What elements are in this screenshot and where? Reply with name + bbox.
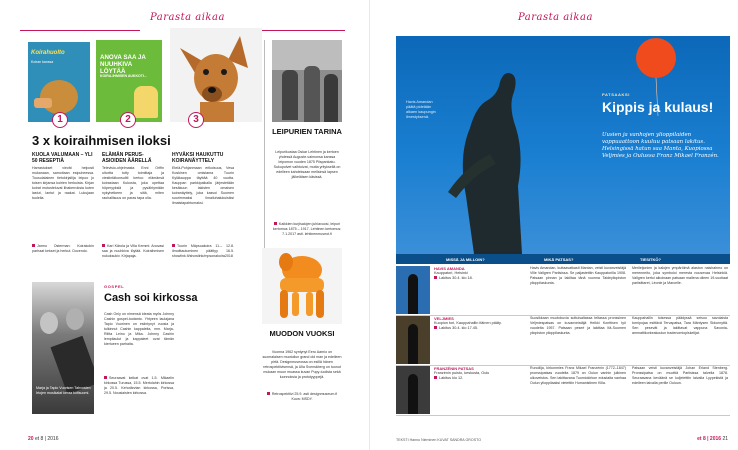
table-row-what: Runoilija, kirkonmies Franz Mikael Franzénin (1772–1847) pronssipatsas vuodelta 1879 on Oulun vanhin julkinen ulkoveistos. Sen lakittavana Tuomiokirkon edustalta vanhaa Oulun ylioppilaaksi vietettiin Humanistinen Killa. — [530, 366, 626, 385]
sidebar-title: LEIPURIEN TARINA — [272, 127, 342, 136]
col1-title: KUOLA VALUMAAN – YLI 50 RESEPTIÄ — [32, 152, 93, 164]
chair-icon — [262, 248, 342, 324]
statue-location: Kauppatori, Helsinki — [434, 271, 468, 275]
col1-body: Harrastukset vievät helposti mukanaan, samoitaan esipuheessa. Tuusulalainen tietokirjailija leipoo jo toisen kirjansa koirien herkuista. Kirjan koirat mutusteluvat lihakerroksia kuten lastut, lantut ja raakat. Lukujaan tuulella. — [32, 166, 94, 200]
section-title-right: Parasta aikaa — [518, 12, 593, 23]
book-2-title: ANOVA SAA JA NUUHKIVA LÖYTÄÄ — [100, 54, 146, 75]
statue-location: Kuopion tori, Kauppahallin itäinen pääty. — [434, 321, 502, 325]
statue-location: Franzénin puisto, keskusta, Oulu — [434, 371, 490, 375]
dog-photo — [170, 28, 262, 122]
table-row-where — [434, 266, 522, 281]
photo-caption: Marja ja Tapio Vuorisen Tahvosten Irtojen musikalat keraa kotisuomi. — [36, 386, 91, 395]
col3-note: Tuurin Mäpsoakoira 11.– 12.8. ilmoittautuminen päättyy 16.5. showlink.fi/showlink/mpsonakoira2018 — [172, 244, 234, 258]
photo-caption-right: Havis Amandan päätä pidetään alkaen kaupungin ilmestyksenä. — [406, 100, 436, 119]
table-row-fact: Patsaan veisti kuvanveistäjä Johan Erland Stenberg. Pronssipatsa on muottiä Pariisissa talvella 1878. Seuraavana keväänä se kuljetettiin laivalla Lyypekistä ja edelleen laivalla perille Ouluun. — [632, 366, 728, 385]
gospel-note: Seuraavat keikat ovat 1.5. Mikaelin kirkossa Turussa, 15.5. Mertolahin kirkossa ja 20.5. Kehotärvian kirkossa, Porissa, 29.5. Nousiaisten kirkossa. — [104, 376, 174, 395]
cookie-icon — [34, 98, 52, 108]
book-cover-1 — [28, 42, 90, 122]
muodon-body: Vuonna 1962 syntynyt Eero Aarnio on suomalaisen muotoilun grand old man ja edelleen pirtä. Designmuseossa on esillä hänen retrospektiivisensä, ja Ulla Svenskberg on tuonut mukaan muun muassa kuvan Pupy-tuolista sekä luonnoksia ja prototyyppejä. — [262, 350, 342, 379]
pupy-chair-photo — [262, 248, 342, 324]
right-page — [370, 0, 738, 450]
table-header-what: MIKÄ PATSAS? — [544, 257, 574, 262]
book-1-subtitle: Koiran kanssa — [31, 60, 54, 64]
section-title-left: Parasta aikaa — [150, 12, 225, 23]
kicker: PATSAAKSI — [602, 92, 630, 97]
gospel-body: Cash Only on nimensä ideata myös Johnny Cashin gospel-tuotanto. Yhtyeen laulajana Tapio Vuorinen on esiintynyt vuosia ja tulkinnut Cashin kappaleita, mm. Marja-Riitta Leino ja Mika. Johnny Cashin lempilaulut ja kappaleet ovat tämän kiertueen parhaita. — [104, 312, 174, 346]
col3-title: HYVÄKSI HAUKUTTU KOIRANÄYTTELY — [172, 152, 224, 164]
header-rule — [20, 30, 140, 31]
table-row-fact: Kauppahallin toisessa päädyssä seisoo savolaista tornipojaa esittävä Tervapatsa, Tara Mäntysen Sidonnyttä. Sen pesevät ja lakittavat vappuna Savonia- ammattikorkeakoulun tradenomiopiskelijat. — [632, 316, 728, 335]
number-badge-1: 1 — [52, 112, 68, 128]
statue-thumbnail — [396, 266, 430, 314]
credits: TEKSTI Hannu Nieminen KUVAT SANDRA GROSTO — [396, 438, 482, 442]
table-row-what: Suosikkaan muotokuvia suttuisaltassa teltassa pronssinen Veljmiespatsas on kuvanveistäjä Heikki Konttisen työ vuodelta 1957. Patsaan peseé ja lakittaa Itä-Suomen yliopiston ylioppilaskunta. — [530, 316, 626, 335]
col2-body: Televisio-ohjelmasta Enni Orffin ulturtta tutty toimittaja ja viestintäkonsultti kertoo elämänsä koirastaan Kukosta, joka opettaa höperyyksiä ja pysähtymään nykyhetkeen ja siitä, miten rauhallisuus on paras tapa olla. — [102, 166, 164, 200]
statue-thumbnail — [396, 366, 430, 414]
statue-name: HAVIS AMANDA — [434, 266, 465, 271]
muodon-note: Retrospektiivi 25.9. asti designmuseum.fi Kuva: MSDY. — [262, 392, 342, 402]
gospel-title: Cash soi kirkossa — [104, 292, 198, 304]
book-cover-2 — [96, 40, 162, 122]
statue-name: FRANZÉNIN PATSAS — [434, 366, 474, 371]
statue-name: VELJMIES — [434, 316, 454, 321]
statue-time: Lakitus 30.4. klo 18. — [434, 276, 522, 281]
right-headline: Kippis ja kulaus! — [602, 99, 714, 115]
table-header-where: MISSÄ JA MILLOIN? — [446, 257, 485, 262]
book-2-subtitle: KOIRA-IHMISEN AUKKOTI... — [100, 74, 147, 78]
table-row-where — [434, 316, 522, 331]
folio-right: et 8 | 2016 21 — [697, 436, 728, 442]
muodon-title: MUODON VUOKSI — [269, 329, 335, 338]
sidebar-note: Kaikkien kurjisalojen juhlavuosi, leipuri kertomus 1875 – 1917. Lehtinen kertomus: 7.1.2017 asti. lehtinenmuseot.fi — [272, 222, 342, 236]
dog-illustration-icon — [40, 80, 78, 114]
statue-time: Lakitus 30.4. klo 17.45. — [434, 326, 522, 331]
row-divider — [396, 415, 730, 416]
gospel-label: GOSPEL — [104, 284, 125, 289]
col2-note: Kari Kärola ja Villa Kemmi: Anovasi saa ja nuuhkiva löytää. Koiraihmisen nukuksukiv. Kirjapaja. — [102, 244, 164, 258]
statue-time: Lakitus klo 12. — [434, 376, 522, 381]
dog-illustration-icon — [134, 86, 158, 118]
statue-thumbnail — [396, 316, 430, 364]
main-headline: 3 x koiraihmisen iloksi — [32, 133, 171, 148]
book-1-title: Koirahuolto — [31, 50, 65, 56]
deck: Uusien ja vanhojen ylioppilaiden vappuaattoon kuuluu patsaan lakitus. Helsingissä hatun saa Manta, Kuopiossa Veljmies ja Oulussa Franz Mikael Franzén. — [602, 132, 719, 159]
number-badge-3: 3 — [188, 112, 204, 128]
col2-title: ELÄMÄN PERUS-ASIOIDEN ÄÄRELLÄ — [102, 152, 152, 164]
table-row-what: Havis Amandan, kuttaavatkasti Mantan, veisti kuvanveistäjä Ville Vallgren Pariisissa. Se paljastettiin Kauppatorilla 1908. Patsaan pinnan ja lakiltaa tänä vuonna Taideyliopiston ylioppilaskunta. — [530, 266, 626, 285]
musicians-photo — [32, 282, 94, 414]
dog-head-icon — [170, 28, 262, 122]
table-row-fact: Merileijonien ja kalojen ympäröimä alaston naishahmo on merenneito, joka symboloi meresta nousevaa Helsinkiä. Vallgren kertoi aikoinaan patsaan mallena olleen 19-vuotiaat pariisittaret, Léonie ja Marcelle. — [632, 266, 728, 285]
sidebar-body: Leipurikustaa Oskar Lehtinen ja kertoen yhdessä Auguste-vaimonsa kanssa leipomon vuoden 1875 Piispankatu. Sukupolvet vaihtuivat, mutta yrityksellä on edelleen kahdeksaan mellsinsä lapsen jälkeläisen käsissä. — [273, 150, 341, 179]
table-row-where — [434, 366, 522, 381]
folio-left: 20 et 8 | 2016 — [28, 436, 59, 442]
col1-note: Jarmo Osterman: Koirakokin parhaat kekset ja herkut. Docendo. — [32, 244, 94, 253]
col3-body: Etelä-Pohjanmaan erikoisuus, Vesa Koskinen omistama Tuurin Kyläkauppa täyttää 40 vuotta. Kauppan parkkipaikalla järjestetään kesäkuun lakisten omaisen koiranäyttely, joka kasvoi Suomen suurimmaksi ilmailuhalukuisiksi ilmaistapahtumaksi. — [172, 166, 234, 205]
table-header-fact: TIESITKÖ? — [640, 257, 661, 262]
number-badge-2: 2 — [120, 112, 136, 128]
bakers-photo — [272, 40, 342, 122]
column-divider — [264, 40, 265, 270]
